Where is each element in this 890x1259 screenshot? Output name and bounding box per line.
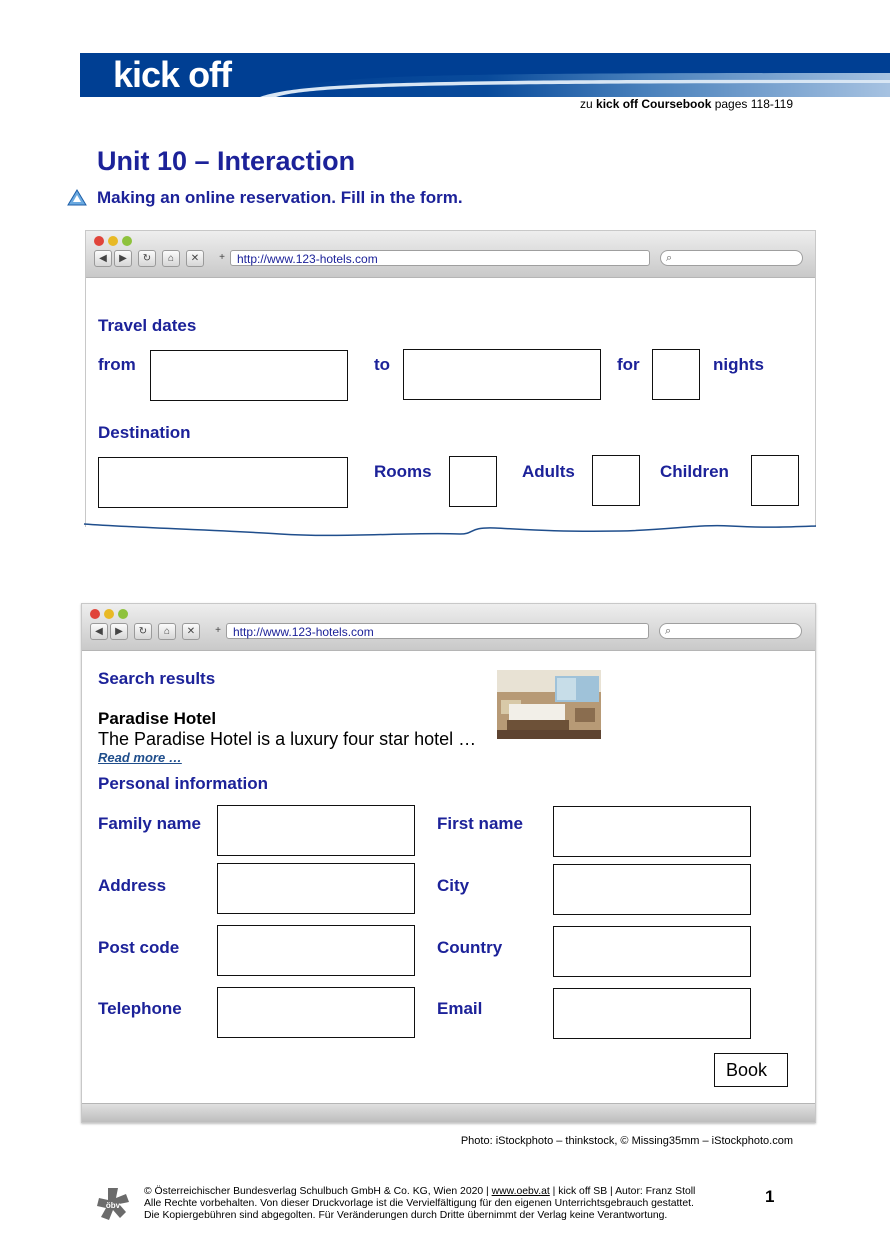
- torn-edge-line: [80, 512, 820, 542]
- personal-info-heading: Personal information: [98, 774, 269, 793]
- rooms-label: Rooms: [374, 462, 432, 481]
- first-name-label: First name: [437, 814, 523, 833]
- minimize-window-dot[interactable]: [104, 609, 114, 619]
- country-input[interactable]: [553, 926, 751, 977]
- browser-window-travel: [85, 230, 816, 527]
- email-label: Email: [437, 999, 483, 1018]
- maximize-window-dot[interactable]: [122, 236, 132, 246]
- telephone-label: Telephone: [98, 999, 182, 1018]
- kick-off-logo: kick off: [113, 54, 232, 95]
- from-date-input[interactable]: [150, 350, 348, 401]
- for-label: for: [617, 355, 640, 374]
- triangle-level-icon: [67, 189, 87, 206]
- search-field[interactable]: [660, 250, 803, 266]
- close-window-dot[interactable]: [94, 236, 104, 246]
- forward-icon[interactable]: ▶: [110, 623, 128, 640]
- minimize-window-dot[interactable]: [108, 236, 118, 246]
- to-date-input[interactable]: [403, 349, 601, 400]
- nights-label: nights: [713, 355, 764, 374]
- hotel-room-photo[interactable]: [497, 670, 601, 739]
- task-instruction: Making an online reservation. Fill in the form.: [97, 188, 463, 207]
- reload-icon[interactable]: ↻: [134, 623, 152, 640]
- first-name-input[interactable]: [553, 806, 751, 857]
- coursebook-reference: zu kick off Coursebook pages 118-119: [580, 97, 793, 111]
- city-label: City: [437, 876, 470, 895]
- address-label: Address: [98, 876, 167, 895]
- nights-input[interactable]: [652, 349, 700, 400]
- legal-notice: © Österreichischer Bundesverlag Schulbuch GmbH & Co. KG, Wien 2020 | www.oebv.at | kick off SB | Autor: Franz Stoll Alle Rechte vorbehalten. Von dieser Druckvorlage ist die Vervielfältigung für den eigenen Unterrichtsgebrauch gestattet. Die Kopiergebühren sind abgegolten. Für Veränderungen durch Dritte übernimmt der Verlag keine Verantwortung.: [144, 1186, 696, 1222]
- browser-window-booking: [81, 603, 816, 1123]
- adults-input[interactable]: [592, 455, 640, 506]
- hotel-name: Paradise Hotel: [98, 709, 217, 728]
- stop-icon[interactable]: ✕: [186, 250, 204, 267]
- search-icon: ⌕: [666, 252, 673, 264]
- browser-toolbar: [82, 604, 815, 651]
- address-bar[interactable]: http://www.123-hotels.com: [226, 623, 649, 639]
- unit-title: Unit 10 – Interaction: [97, 146, 356, 176]
- oebv-publisher-logo: [96, 1186, 130, 1222]
- reload-icon[interactable]: ↻: [138, 250, 156, 267]
- maximize-window-dot[interactable]: [118, 609, 128, 619]
- add-tab-icon[interactable]: +: [219, 252, 225, 263]
- add-tab-icon[interactable]: +: [215, 625, 221, 636]
- country-label: Country: [437, 938, 503, 957]
- children-label: Children: [660, 462, 729, 481]
- address-bar[interactable]: http://www.123-hotels.com: [230, 250, 650, 266]
- photo-credit: Photo: iStockphoto – thinkstock, © Missing35mm – iStockphoto.com: [460, 1135, 793, 1147]
- from-label: from: [98, 355, 136, 374]
- city-input[interactable]: [553, 864, 751, 915]
- home-icon[interactable]: ⌂: [162, 250, 180, 267]
- rooms-input[interactable]: [449, 456, 497, 507]
- family-name-label: Family name: [98, 814, 201, 833]
- post-code-label: Post code: [98, 938, 180, 957]
- home-icon[interactable]: ⌂: [158, 623, 176, 640]
- stop-icon[interactable]: ✕: [182, 623, 200, 640]
- close-window-dot[interactable]: [90, 609, 100, 619]
- post-code-input[interactable]: [217, 925, 415, 976]
- back-icon[interactable]: ◀: [90, 623, 108, 640]
- destination-input[interactable]: [98, 457, 348, 508]
- search-field[interactable]: [659, 623, 802, 639]
- family-name-input[interactable]: [217, 805, 415, 856]
- page-number: 1: [765, 1187, 775, 1206]
- read-more-link[interactable]: Read more …: [98, 750, 182, 765]
- telephone-input[interactable]: [217, 987, 415, 1038]
- back-icon[interactable]: ◀: [94, 250, 112, 267]
- book-button[interactable]: Book: [714, 1053, 788, 1087]
- travel-dates-heading: Travel dates: [98, 316, 197, 335]
- to-label: to: [374, 355, 391, 374]
- oebv-link[interactable]: www.oebv.at: [491, 1186, 550, 1197]
- svg-text:öbv: öbv: [105, 1201, 121, 1210]
- address-input[interactable]: [217, 863, 415, 914]
- search-results-heading: Search results: [98, 669, 216, 688]
- forward-icon[interactable]: ▶: [114, 250, 132, 267]
- adults-label: Adults: [522, 462, 575, 481]
- email-input[interactable]: [553, 988, 751, 1039]
- browser-status-bar: [82, 1103, 815, 1122]
- browser-toolbar: [86, 231, 815, 278]
- search-icon: ⌕: [665, 625, 672, 637]
- children-input[interactable]: [751, 455, 799, 506]
- destination-label: Destination: [98, 423, 191, 442]
- hotel-description: The Paradise Hotel is a luxury four star hotel …: [98, 729, 477, 749]
